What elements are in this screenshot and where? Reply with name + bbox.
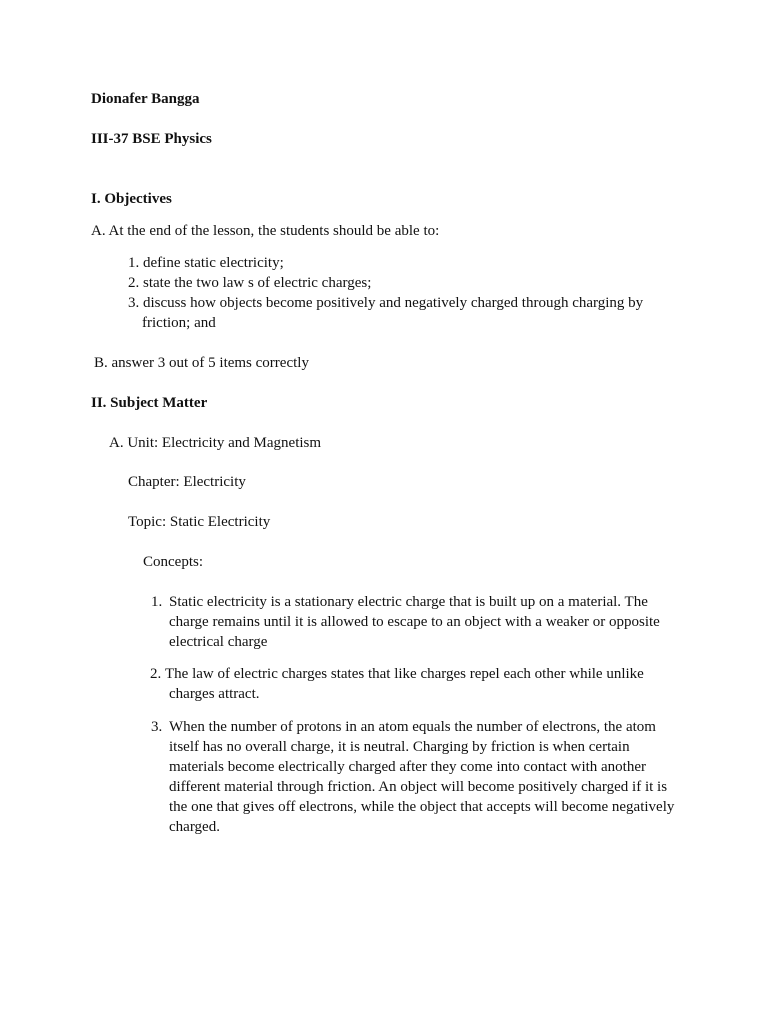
- objective-item: 2. state the two law s of electric charges;: [128, 275, 372, 291]
- concept-number: 2.: [150, 666, 162, 682]
- chapter-line: Chapter: Electricity: [128, 474, 246, 490]
- objective-item: 1. define static electricity;: [128, 255, 284, 271]
- concept-number: 3.: [151, 719, 163, 735]
- concept-text-line: different material through friction. An object will become positively charged if it is: [169, 779, 668, 795]
- objectives-intro: A. At the end of the lesson, the students should be able to:: [91, 223, 440, 239]
- concept-text-line: materials become electrically charged after they come into contact with another: [169, 759, 647, 775]
- concept-text-line: The law of electric charges states that like charges repel each other while unlike: [165, 666, 644, 682]
- concept-text-line: When the number of protons in an atom equals the number of electrons, the atom: [169, 719, 656, 735]
- concept-text-line: charged.: [169, 819, 220, 835]
- concept-text-line: itself has no overall charge, it is neutral. Charging by friction is when certain: [169, 739, 630, 755]
- concept-text-line: Static electricity is a stationary electric charge that is built up on a material. The: [169, 594, 648, 610]
- course-label: III-37 BSE Physics: [91, 131, 212, 147]
- objective-item: 3. discuss how objects become positively and negatively charged through charging by: [128, 295, 644, 311]
- subject-matter-heading: II. Subject Matter: [91, 395, 208, 411]
- author-name: Dionafer Bangga: [91, 91, 200, 107]
- topic-line: Topic: Static Electricity: [128, 514, 271, 530]
- objective-item-continuation: friction; and: [142, 315, 216, 331]
- concepts-label: Concepts:: [143, 554, 203, 570]
- objective-b: B. answer 3 out of 5 items correctly: [94, 355, 309, 371]
- concept-text-line: charges attract.: [169, 686, 260, 702]
- concept-text-line: the one that gives off electrons, while the object that accepts will become negatively: [169, 799, 675, 815]
- unit-line: A. Unit: Electricity and Magnetism: [109, 435, 322, 451]
- objectives-heading: I. Objectives: [91, 191, 172, 207]
- concept-number: 1.: [151, 594, 163, 610]
- concept-text-line: electrical charge: [169, 634, 268, 650]
- concept-text-line: charge remains until it is allowed to escape to an object with a weaker or opposite: [169, 614, 660, 630]
